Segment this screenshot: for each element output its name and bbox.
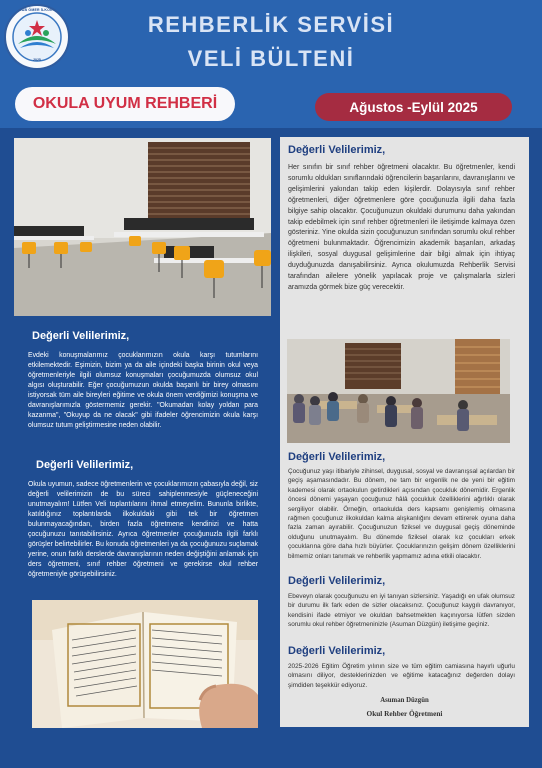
right-heading-2: Değerli Velilerimiz, (288, 451, 386, 463)
right-paragraph-1: Her sınıfın bir sınıf rehber öğretmeni olacaktır. Bu öğretmenler, kendi sorumlu oldukları sınıflarındaki öğrencilerin başarılarını, davranışlarını ve gelişimlerini yakından takip eden kişilerdir. Dolayısıyla sınıf rehber öğretmenleri, diğer öğretmenlere göre çocuğunuzla ilgili daha fazla bilgiye sahip olacaktır. Çocuğunuzun okuldaki durumunu daha yakından takip edebilmek için sınıf rehber öğretmenleri ile iletişimde kalmaya özen gösteriniz. Yine okulda sizin çocuğunuzun sınıfından sorumlu okul rehber öğretmeni bulunmaktadır. Öğrencimizin akademik başarıları, arkadaş ilişkileri, sosyal duygusal gelişimlerine dair bilgi almak için ihtiyaç duyduğunuzda danışabilirsiniz. Ayrıca okulumuzda Rehberlik Servisi tarafından ailelere yönelik yapılacak proje ve çalışmalarla sizleri aramızda görmek bize güç verecektir. (288, 164, 515, 291)
right-column (280, 137, 529, 727)
classroom-photo (14, 138, 271, 316)
header-banner (0, 0, 542, 128)
right-heading-4: Değerli Velilerimiz, (288, 645, 386, 657)
left-paragraph-2: Okula uyumun, sadece öğretmenlerin ve çocuklarımızın çabasıyla değil, siz değerli velilerimizin de bu süreci sahiplenmesiyle güçleneceğini unutmayalım! Lütfen Veli toplantılarını ihmal etmeyelim. Bununla birlikte, katıldığınız toplantılarda ilkokuldaki gibi tek bir öğretmen bulunmayacağından, birden fazla öğretmene kendinizi ve hatta çocuğunuzu tanıtabilirsiniz. Ayrıca öğretmenler çocuğunuzla ilgili farklı görüşler belirtebilirler. Bu konuda öğretmenleri ya da çocuğunuzu suçlamak yerine, onun farklı derslerde davranışlarının neden değiştiğini anlamak için ders öğretmeni, sınıf rehber öğretmeni ve gerekirse okul rehber öğretmeniyle görüşebilirsiniz. (28, 481, 258, 578)
right-paragraph-3: Ebeveyn olarak çocuğunuzu en iyi tanıyan sizlersiniz. Yaşadığı en ufak olumsuz bir durumu ilk fark eden de sizler olacaksınız. Çocuğunuz kaygılı davranıyor, kendisini ifade etmiyor ve okuldan bahsetmekten kaçınıyorsa lütfen sizden sorumlu okul rehber öğretmeninizle (Asuman Düzgün) iletişime geçiniz. (288, 593, 515, 629)
quran-reading-photo (32, 600, 258, 728)
left-heading-2: Değerli Velilerimiz, (36, 459, 134, 471)
right-heading-3: Değerli Velilerimiz, (288, 575, 386, 587)
subtitle-badge: OKULA UYUM REHBERİ (15, 87, 235, 121)
date-badge: Ağustos -Eylül 2025 (315, 93, 512, 121)
right-paragraph-4: 2025-2026 Eğitim Öğretim yılının size ve tüm eğitim camiasına hayırlı uğurlu olmasını diliyor, desteklerinizden ve eğitime katacağınız değerden dolayı şimdiden teşekkür ediyoruz. (288, 663, 515, 689)
signature-name: Asuman Düzgün (380, 697, 429, 704)
right-heading-1: Değerli Velilerimiz, (288, 144, 386, 156)
page-title-line2: VELİ BÜLTENİ (187, 46, 355, 71)
left-paragraph-1: Evdeki konuşmalarımız çocuklarımızın okula karşı tutumlarını etkilemektedir. Eşimizin, bizim ya da aile içindeki başka birinin okul veya öğretmenleriyle ilgili olumsuz konuşmaları çocuğumuzda olumsuz okul algısı oluşturabilir. Eğer çocuğumuzun okulda başarılı bir birey olmasını istiyorsak tüm aile bireyleri eğitime ve okula önem verdiğimizi konuşma ve davranışlarımızla göstermemiz gerekir. "Okumadan kolay yoldan para kazanma", "Okuyup da ne olacak" gibi ifadeler öğrencimizin okula karşı olumsuz tutum geliştirmesine neden olabilir. (28, 352, 258, 429)
right-paragraph-2: Çocuğunuz yaşı itibariyle zihinsel, duygusal, sosyal ve davranışsal açılardan bir geçiş aşamasındadır. Bu dönem, ne tam bir ergenlik ne de yeni bir eğitim kademesi olarak ortaokulun getirdikleri açısından çocukluk dönemidir. Ergenlik öncesi dönemi yaşayan çocuğunuz hâlâ çocukluk özelliklerini ağırlıklı olarak sergiliyor olabilir. Örneğin, ortaokulda ders kapsamı genişlemiş olmasına rağmen çocuğunuz ilkokuldan kalma alışkanlığını devam ettirerek oyuna daha fazla zaman ayırabilir. Çocuğunuzun fiziksel ve duygusal geçiş döneminde olduğunu unutmayalım. Bu dönemde fiziksel olarak kız çocukları erkek çocuklarına göre daha hızlı büyürler. Çocuklarınızın gelişim dönem özelliklerini bilmemiz onları tanımak ve rehberlik yapmamız adına etkili olacaktır. (288, 468, 515, 560)
signature-role: Okul Rehber Öğretmeni (366, 709, 443, 718)
parent-meeting-photo (287, 339, 510, 443)
logo-year: 2025 (33, 58, 41, 62)
page-title-line1: REHBERLİK SERVİSİ (147, 12, 395, 37)
left-heading-1: Değerli Velilerimiz, (32, 330, 130, 342)
logo-text: MUSAB ÖMER İLKOKULU (13, 8, 61, 12)
left-column (14, 138, 271, 725)
